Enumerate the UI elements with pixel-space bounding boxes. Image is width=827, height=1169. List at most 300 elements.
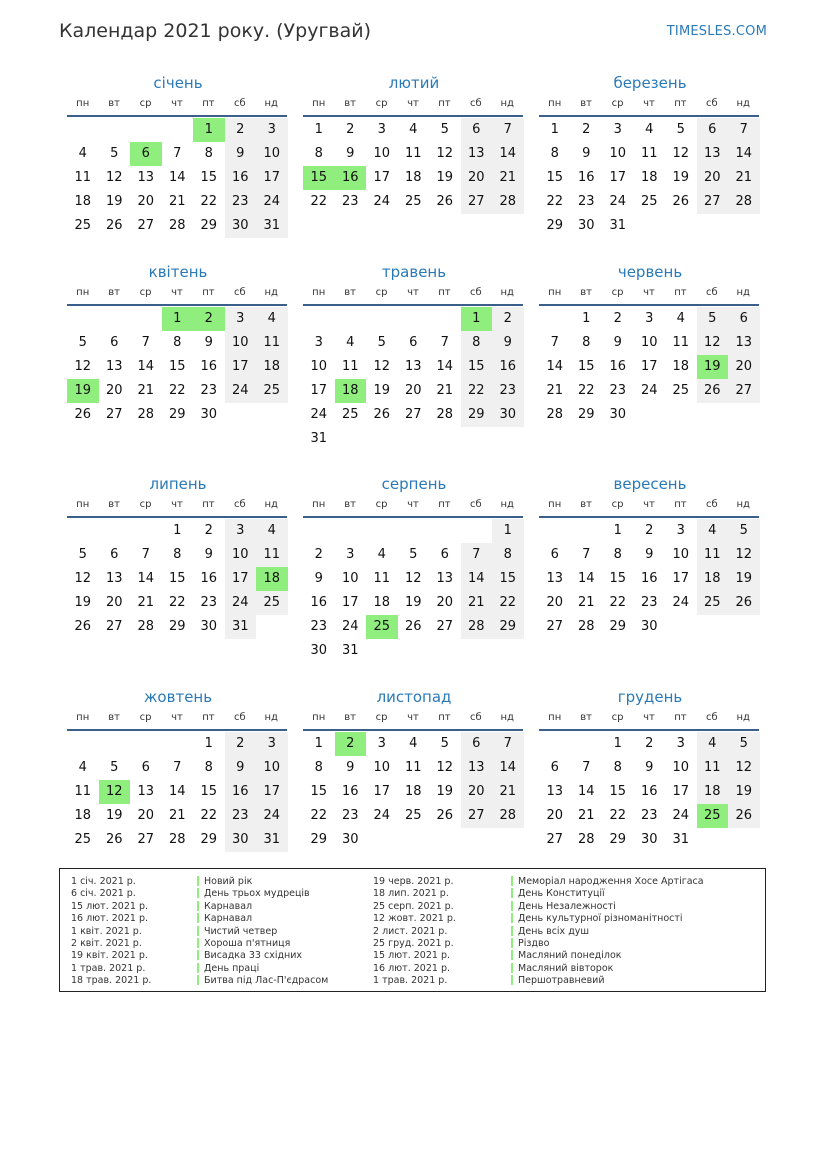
day-cell: 27 [105,619,123,634]
weekday-label: сб [705,499,718,510]
day-cell: 23 [577,194,595,209]
legend-holiday-name: Масляний понеділок [518,950,622,962]
day-cell: 21 [137,383,155,398]
day-cell: 16 [200,571,218,586]
day-cell: 24 [373,194,391,209]
day-cell: 29 [200,832,218,847]
legend-names-col-2 [518,876,704,988]
day-cell: 4 [346,335,355,350]
day-cell: 22 [310,194,328,209]
day-cell: 11 [256,331,288,355]
day-cell: 11 [74,784,92,799]
day-cell: 13 [546,784,564,799]
weekday-label: ср [611,98,624,109]
legend-date: 19 квіт. 2021 р. [71,950,148,962]
weekday-header [539,94,759,114]
day-cell: 16 [341,784,359,799]
legend-date: 15 лют. 2021 р. [71,900,148,912]
holiday-day: 25 [697,804,729,828]
empty-cell [539,519,571,543]
weekday-label: нд [500,712,514,723]
day-cell: 17 [672,571,690,586]
legend-date: 6 січ. 2021 р. [71,888,136,900]
empty-cell [67,307,99,331]
day-cell: 21 [137,595,155,610]
weekday-label: ср [375,287,388,298]
day-cell: 24 [341,619,359,634]
day-cell: 10 [373,760,391,775]
day-cell: 17 [640,359,658,374]
day-cell: 27 [697,190,729,214]
day-grid [303,519,523,663]
day-cell: 25 [74,218,92,233]
empty-cell [130,307,162,331]
month-12 [539,686,759,852]
empty-cell [67,118,99,142]
day-cell: 21 [728,166,760,190]
holiday-day: 25 [366,615,398,639]
day-cell: 13 [404,359,422,374]
day-cell: 31 [225,615,257,639]
day-cell: 6 [409,335,418,350]
month-name: серпень [381,475,447,493]
day-cell: 6 [141,760,150,775]
month-name: березень [613,74,687,92]
day-cell: 9 [346,146,355,161]
legend-date: 18 лип. 2021 р. [373,888,449,900]
day-cell: 24 [609,194,627,209]
day-cell: 20 [436,595,454,610]
day-cell: 26 [105,832,123,847]
day-cell: 26 [373,407,391,422]
day-cell: 15 [310,784,328,799]
day-cell: 19 [74,595,92,610]
month-name: жовтень [143,688,213,706]
weekday-label: пн [312,712,326,723]
day-cell: 11 [697,543,729,567]
day-cell: 30 [577,218,595,233]
weekday-label: пт [202,287,215,298]
legend-holiday-name: День Конституції [518,888,605,900]
day-cell: 9 [613,335,622,350]
day-cell: 10 [225,331,257,355]
weekday-label: пн [548,499,562,510]
weekday-label: пт [438,712,451,723]
legend-date: 25 груд. 2021 р. [373,937,454,949]
day-grid [67,519,287,639]
day-grid [67,307,287,427]
day-cell: 18 [640,170,658,185]
weekday-label: нд [500,499,514,510]
weekday-label: пн [548,712,562,723]
day-cell: 6 [697,118,729,142]
day-cell: 8 [314,760,323,775]
legend-holiday-name: День праці [204,962,260,974]
day-cell: 14 [577,784,595,799]
day-cell: 10 [310,359,328,374]
month-10 [67,686,287,852]
weekday-header [303,708,523,728]
holiday-day: 1 [162,307,194,331]
day-cell: 22 [609,808,627,823]
empty-cell [571,519,603,543]
day-cell: 5 [697,307,729,331]
day-cell: 28 [436,407,454,422]
day-cell: 11 [697,756,729,780]
empty-cell [130,519,162,543]
legend-markers-col-1 [197,876,199,988]
day-cell: 19 [672,170,690,185]
day-cell: 17 [609,170,627,185]
day-cell: 18 [373,595,391,610]
day-cell: 13 [697,142,729,166]
day-cell: 29 [609,832,627,847]
header-divider [303,304,523,306]
day-cell: 13 [461,142,493,166]
day-cell: 5 [440,122,449,137]
day-cell: 22 [546,194,564,209]
day-cell: 3 [256,732,288,756]
day-cell: 21 [168,808,186,823]
day-cell: 23 [200,595,218,610]
weekday-label: вт [580,287,592,298]
day-cell: 5 [409,547,418,562]
weekday-label: пт [438,98,451,109]
day-cell: 31 [609,218,627,233]
day-cell: 12 [74,359,92,374]
day-cell: 17 [373,170,391,185]
day-cell: 3 [613,122,622,137]
day-cell: 30 [225,828,257,852]
day-cell: 14 [577,571,595,586]
day-cell: 4 [78,146,87,161]
day-cell: 29 [168,407,186,422]
holiday-day: 18 [335,379,367,403]
day-cell: 16 [200,359,218,374]
weekday-label: чт [643,712,655,723]
day-cell: 8 [582,335,591,350]
legend-holiday-name: Першотравневий [518,975,605,987]
day-cell: 10 [672,760,690,775]
legend-date: 1 квіт. 2021 р. [71,925,142,937]
weekday-label: ср [139,712,152,723]
day-cell: 16 [640,784,658,799]
weekday-label: вт [580,98,592,109]
day-cell: 12 [436,760,454,775]
day-cell: 21 [577,595,595,610]
day-cell: 2 [314,547,323,562]
day-cell: 11 [640,146,658,161]
weekday-label: ср [375,98,388,109]
weekday-label: чт [643,499,655,510]
day-cell: 22 [200,808,218,823]
empty-cell [67,732,99,756]
site-link[interactable]: TIMESLES.COM [666,24,767,39]
day-cell: 7 [173,146,182,161]
legend-date: 2 лист. 2021 р. [373,925,448,937]
day-cell: 3 [377,122,386,137]
day-cell: 22 [168,595,186,610]
weekday-label: пт [202,712,215,723]
day-cell: 8 [204,146,213,161]
legend-holiday-name: День всіх душ [518,925,590,937]
day-cell: 29 [546,218,564,233]
header-divider [67,304,287,306]
day-cell: 14 [168,784,186,799]
day-cell: 16 [310,595,328,610]
weekday-label: вт [344,712,356,723]
day-cell: 21 [168,194,186,209]
day-cell: 26 [404,619,422,634]
day-cell: 12 [373,359,391,374]
day-cell: 24 [640,383,658,398]
holiday-day: 15 [303,166,335,190]
legend-holiday-name: Меморіал народження Хосе Артігаса [518,876,704,887]
day-cell: 17 [373,784,391,799]
day-cell: 22 [461,379,493,403]
day-cell: 9 [204,335,213,350]
legend-date: 2 квіт. 2021 р. [71,937,142,949]
day-cell: 2 [492,307,524,331]
weekday-label: сб [469,287,482,298]
weekday-label: пн [76,712,90,723]
day-cell: 18 [672,359,690,374]
day-cell: 30 [640,832,658,847]
day-cell: 26 [436,194,454,209]
day-cell: 1 [582,311,591,326]
day-cell: 6 [440,547,449,562]
empty-cell [99,118,131,142]
day-cell: 30 [200,407,218,422]
header-divider [539,516,759,518]
day-cell: 22 [310,808,328,823]
day-cell: 28 [461,615,493,639]
day-cell: 8 [613,547,622,562]
legend-date: 15 лют. 2021 р. [373,950,450,962]
day-cell: 17 [310,383,328,398]
empty-cell [130,732,162,756]
day-cell: 12 [105,170,123,185]
day-cell: 28 [577,619,595,634]
weekday-label: вт [580,712,592,723]
day-grid [539,519,759,639]
legend-marker [511,950,513,960]
day-cell: 9 [492,331,524,355]
month-name: грудень [617,688,683,706]
day-cell: 2 [346,122,355,137]
day-cell: 12 [697,331,729,355]
day-cell: 1 [613,523,622,538]
day-cell: 21 [492,780,524,804]
day-cell: 21 [461,591,493,615]
empty-cell [398,519,430,543]
day-cell: 20 [105,383,123,398]
day-cell: 2 [645,523,654,538]
month-name: листопад [376,688,452,706]
legend-marker [197,901,199,911]
day-cell: 25 [697,591,729,615]
day-cell: 20 [697,166,729,190]
day-cell: 20 [728,355,760,379]
day-cell: 15 [200,784,218,799]
day-cell: 13 [105,571,123,586]
day-cell: 3 [645,311,654,326]
legend-marker [197,938,199,948]
day-cell: 4 [645,122,654,137]
legend-date: 1 трав. 2021 р. [71,962,146,974]
day-cell: 2 [645,736,654,751]
day-cell: 22 [609,595,627,610]
header-divider [67,115,287,117]
weekday-label: вт [344,98,356,109]
holiday-day: 16 [335,166,367,190]
weekday-label: вт [344,499,356,510]
day-cell: 4 [676,311,685,326]
weekday-label: сб [233,499,246,510]
weekday-label: ср [139,98,152,109]
day-grid [67,118,287,238]
day-cell: 23 [341,808,359,823]
day-cell: 31 [256,214,288,238]
month-name: липень [149,475,207,493]
day-cell: 14 [137,359,155,374]
empty-cell [99,307,131,331]
day-cell: 24 [373,808,391,823]
day-cell: 2 [225,732,257,756]
day-cell: 3 [225,519,257,543]
day-cell: 7 [492,118,524,142]
day-cell: 23 [609,383,627,398]
day-cell: 2 [613,311,622,326]
weekday-label: чт [171,712,183,723]
month-11 [303,686,523,852]
month-8 [303,473,523,663]
weekday-label: сб [705,712,718,723]
day-cell: 4 [256,307,288,331]
day-cell: 10 [672,547,690,562]
day-cell: 25 [256,591,288,615]
day-cell: 28 [492,804,524,828]
day-cell: 18 [697,780,729,804]
month-5 [303,261,523,451]
weekday-label: чт [643,287,655,298]
day-cell: 30 [341,832,359,847]
day-cell: 10 [609,146,627,161]
day-cell: 14 [436,359,454,374]
day-cell: 31 [256,828,288,852]
empty-cell [335,519,367,543]
day-cell: 15 [168,571,186,586]
day-grid [539,732,759,852]
empty-cell [303,519,335,543]
weekday-header [303,283,523,303]
weekday-header [303,495,523,515]
day-cell: 28 [168,218,186,233]
weekday-label: вт [108,499,120,510]
day-cell: 20 [137,808,155,823]
empty-cell [461,519,493,543]
month-name: травень [381,263,447,281]
legend-holiday-name: Масляний вівторок [518,962,614,974]
holiday-day: 18 [256,567,288,591]
weekday-label: нд [264,98,278,109]
day-cell: 4 [697,732,729,756]
day-cell: 1 [550,122,559,137]
day-cell: 8 [613,760,622,775]
day-cell: 30 [310,643,328,658]
day-cell: 6 [461,732,493,756]
day-cell: 1 [314,736,323,751]
day-cell: 23 [310,619,328,634]
legend-marker [197,913,199,923]
weekday-label: сб [233,98,246,109]
weekday-label: вт [580,499,592,510]
weekday-label: сб [469,98,482,109]
header-divider [67,729,287,731]
weekday-label: пт [202,499,215,510]
day-cell: 2 [204,523,213,538]
day-cell: 9 [225,142,257,166]
day-cell: 19 [105,194,123,209]
weekday-label: пт [674,98,687,109]
weekday-label: пн [548,287,562,298]
day-cell: 9 [645,760,654,775]
day-cell: 28 [577,832,595,847]
day-cell: 16 [577,170,595,185]
day-cell: 2 [225,118,257,142]
day-cell: 30 [225,214,257,238]
day-cell: 15 [609,784,627,799]
legend-holiday-name: Битва під Лас-П'єдрасом [204,975,329,987]
day-cell: 15 [546,170,564,185]
legend-markers-col-2 [511,876,513,988]
weekday-label: пн [312,98,326,109]
empty-cell [539,307,571,331]
day-cell: 27 [728,379,760,403]
day-cell: 23 [492,379,524,403]
month-9 [539,473,759,639]
day-cell: 6 [110,547,119,562]
legend-holiday-name: Новий рік [204,876,253,887]
holiday-day: 19 [67,379,99,403]
day-cell: 27 [404,407,422,422]
weekday-label: вт [108,98,120,109]
day-cell: 16 [492,355,524,379]
weekday-label: чт [407,712,419,723]
day-cell: 19 [436,170,454,185]
day-cell: 28 [728,190,760,214]
day-cell: 5 [78,547,87,562]
weekday-label: нд [264,287,278,298]
day-cell: 13 [436,571,454,586]
day-cell: 18 [697,567,729,591]
legend-holiday-name: Карнавал [204,913,253,925]
header-divider [303,729,523,731]
day-cell: 27 [436,619,454,634]
day-cell: 3 [676,523,685,538]
day-cell: 20 [461,780,493,804]
day-cell: 7 [550,335,559,350]
day-cell: 15 [200,170,218,185]
day-cell: 6 [110,335,119,350]
day-cell: 13 [461,756,493,780]
weekday-label: чт [171,98,183,109]
month-name: червень [617,263,683,281]
day-cell: 24 [225,591,257,615]
day-cell: 9 [225,756,257,780]
day-cell: 14 [728,142,760,166]
empty-cell [429,307,461,331]
